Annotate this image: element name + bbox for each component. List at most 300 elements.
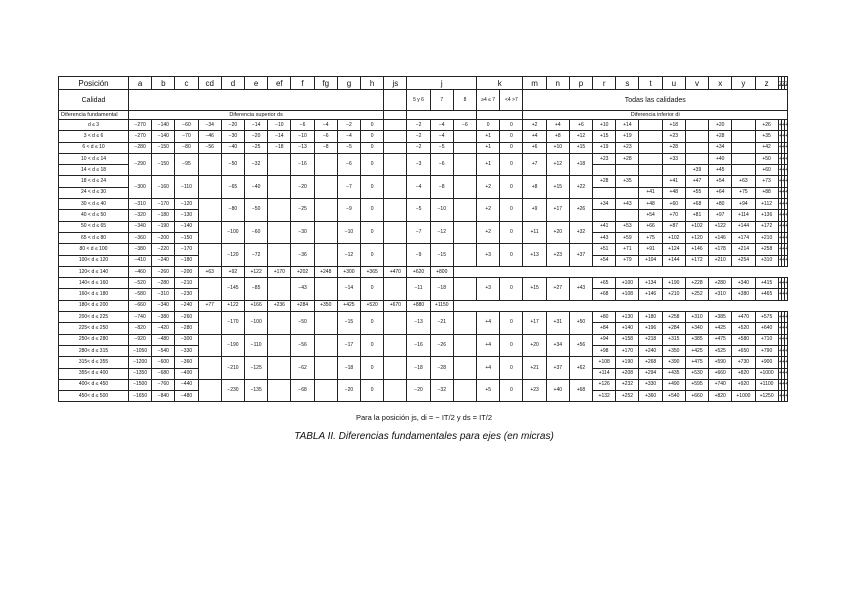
lower-deviation-cell: +525 — [709, 345, 732, 356]
lower-deviation-cell: +48 — [662, 187, 685, 198]
lower-deviation-cell — [685, 131, 708, 142]
k-deviation-cell: 0 — [477, 120, 500, 131]
upper-deviation-cell: −200 — [175, 266, 198, 277]
lower-deviation-cell — [784, 345, 787, 356]
upper-deviation-cell — [198, 357, 221, 380]
lower-deviation-cell — [784, 199, 787, 210]
upper-deviation-cell: −36 — [291, 244, 314, 267]
column-letter-f: f — [291, 77, 314, 90]
lower-deviation-cell: +102 — [685, 221, 708, 232]
upper-deviation-cell: −1500 — [129, 379, 152, 390]
size-range: 18 < d ≤ 24 — [59, 176, 129, 187]
lower-deviation-cell: +51 — [593, 244, 616, 255]
lower-deviation-cell — [732, 142, 755, 153]
lower-deviation-cell: +640 — [755, 323, 778, 334]
lower-deviation-cell — [732, 165, 755, 176]
size-range: 140< d ≤ 160 — [59, 278, 129, 289]
column-letter-m: m — [523, 77, 546, 90]
j-grade: 5 y 6 — [407, 90, 430, 111]
column-letter-p: p — [569, 77, 592, 90]
lower-deviation-cell: +294 — [639, 368, 662, 379]
lower-deviation-cell — [784, 391, 787, 402]
upper-deviation-cell: −110 — [245, 334, 268, 357]
column-letter-z: z — [755, 77, 778, 90]
lower-deviation-cell — [784, 131, 787, 142]
upper-deviation-cell: −50 — [245, 199, 268, 222]
lower-deviation-cell — [784, 379, 787, 390]
js-cell — [384, 334, 407, 357]
table-row — [59, 120, 788, 131]
lower-deviation-cell: +50 — [569, 312, 592, 335]
upper-deviation-cell: −6 — [291, 120, 314, 131]
upper-deviation-cell: −150 — [152, 142, 175, 153]
lower-deviation-label: Diferencia inferior di — [523, 111, 788, 120]
upper-deviation-cell: −25 — [291, 199, 314, 222]
js-cell — [384, 379, 407, 402]
lower-deviation-cell: +114 — [732, 210, 755, 221]
lower-deviation-cell: +670 — [384, 300, 407, 311]
k-deviation-cell: 0 — [500, 379, 523, 402]
lower-deviation-cell: +900 — [755, 357, 778, 368]
lower-deviation-cell — [784, 221, 787, 232]
upper-deviation-cell: −140 — [152, 120, 175, 131]
lower-deviation-cell: +284 — [291, 300, 314, 311]
lower-deviation-cell — [732, 131, 755, 142]
js-cell — [384, 176, 407, 199]
lower-deviation-cell: +35 — [616, 176, 639, 187]
upper-deviation-cell — [198, 221, 221, 244]
upper-deviation-cell: −310 — [129, 199, 152, 210]
lower-deviation-cell: +2 — [523, 120, 546, 131]
upper-deviation-cell: −46 — [198, 131, 221, 142]
upper-deviation-cell: −34 — [198, 120, 221, 131]
upper-deviation-cell: −17 — [337, 334, 360, 357]
lower-deviation-cell: +710 — [755, 334, 778, 345]
k-grade: ≥4 ≤ 7 — [477, 90, 500, 111]
k-deviation-cell: 0 — [500, 334, 523, 357]
fundamental-deviations-table-wrapper — [58, 76, 788, 402]
upper-deviation-cell: −14 — [268, 131, 291, 142]
k-header-empty — [477, 111, 523, 120]
upper-deviation-cell: −130 — [175, 210, 198, 221]
upper-deviation-cell: −840 — [152, 391, 175, 402]
j-deviation-cell: −16 — [407, 334, 430, 357]
lower-deviation-cell: +132 — [593, 391, 616, 402]
upper-deviation-cell: −110 — [175, 176, 198, 199]
lower-deviation-cell: +108 — [593, 357, 616, 368]
js-cell — [384, 278, 407, 301]
quality-empty-js — [384, 90, 407, 111]
lower-deviation-cell: +21 — [523, 357, 546, 380]
lower-deviation-cell: +108 — [616, 289, 639, 300]
lower-deviation-cell: +60 — [662, 199, 685, 210]
lower-deviation-cell: +122 — [245, 266, 268, 277]
lower-deviation-cell: +98 — [593, 345, 616, 356]
lower-deviation-cell: +62 — [569, 357, 592, 380]
upper-deviation-cell: −580 — [129, 289, 152, 300]
j-deviation-cell: −9 — [407, 244, 430, 267]
upper-deviation-cell: −10 — [337, 221, 360, 244]
lower-deviation-cell: +26 — [755, 120, 778, 131]
k-deviation-cell: +1 — [477, 131, 500, 142]
lower-deviation-cell: +114 — [593, 368, 616, 379]
upper-deviation-cell: −480 — [175, 391, 198, 402]
size-range: 100< d ≤ 120 — [59, 255, 129, 266]
lower-deviation-cell: +81 — [685, 210, 708, 221]
j-deviation-cell: −6 — [430, 153, 453, 176]
lower-deviation-cell: +130 — [616, 312, 639, 323]
upper-deviation-cell: −1650 — [129, 391, 152, 402]
upper-deviation-cell: 0 — [361, 176, 384, 199]
column-letter-b: b — [152, 77, 175, 90]
lower-deviation-cell: +240 — [639, 345, 662, 356]
upper-deviation-cell: −600 — [152, 357, 175, 368]
lower-deviation-cell: +1000 — [732, 391, 755, 402]
j-deviation-cell: −10 — [430, 199, 453, 222]
upper-deviation-cell: −56 — [198, 142, 221, 153]
upper-deviation-cell — [268, 199, 291, 222]
j-deviation-cell: −2 — [407, 120, 430, 131]
lower-deviation-cell: +880 — [407, 300, 430, 311]
lower-deviation-cell: +97 — [709, 210, 732, 221]
upper-deviation-cell — [268, 244, 291, 267]
js-position-note: Para la posición js, di = − IT/2 y ds = IT/2 — [355, 413, 493, 422]
upper-deviation-cell — [268, 176, 291, 199]
column-letter-n: n — [546, 77, 569, 90]
lower-deviation-cell: +660 — [709, 368, 732, 379]
k-deviation-cell: +1 — [477, 142, 500, 153]
lower-deviation-cell: +112 — [755, 199, 778, 210]
table-row — [59, 221, 788, 232]
upper-deviation-cell: −210 — [221, 357, 244, 380]
table-row — [59, 153, 788, 164]
lower-deviation-cell — [639, 120, 662, 131]
table-row — [59, 244, 788, 255]
k-deviation-cell: 0 — [500, 142, 523, 153]
lower-deviation-cell: +23 — [616, 142, 639, 153]
lower-deviation-cell — [639, 131, 662, 142]
js-cell — [384, 142, 407, 153]
lower-deviation-cell: +360 — [639, 391, 662, 402]
lower-deviation-cell: +4 — [546, 120, 569, 131]
size-range: 355< d ≤ 400 — [59, 368, 129, 379]
size-range: 50 < d ≤ 65 — [59, 221, 129, 232]
k-deviation-cell: +4 — [477, 357, 500, 380]
lower-deviation-cell: +530 — [685, 368, 708, 379]
lower-deviation-cell: +575 — [755, 312, 778, 323]
lower-deviation-cell: +77 — [198, 300, 221, 311]
upper-deviation-cell: −135 — [245, 379, 268, 402]
lower-deviation-cell: +65 — [593, 278, 616, 289]
lower-deviation-cell: +820 — [732, 368, 755, 379]
table-row — [59, 379, 788, 390]
lower-deviation-cell: +172 — [755, 221, 778, 232]
j-deviation-cell: −8 — [430, 176, 453, 199]
lower-deviation-cell: +340 — [732, 278, 755, 289]
j-deviation-cell — [453, 142, 476, 153]
table-row — [59, 142, 788, 153]
lower-deviation-cell: +40 — [709, 153, 732, 164]
upper-deviation-cell: −30 — [221, 131, 244, 142]
lower-deviation-cell: +70 — [662, 210, 685, 221]
upper-deviation-cell: −20 — [337, 379, 360, 402]
lower-deviation-cell: +102 — [662, 232, 685, 243]
upper-deviation-cell: −20 — [221, 120, 244, 131]
lower-deviation-cell: +136 — [755, 210, 778, 221]
upper-deviation-cell: −18 — [337, 357, 360, 380]
upper-deviation-cell: 0 — [361, 312, 384, 335]
j-deviation-cell: −3 — [407, 153, 430, 176]
upper-deviation-cell — [314, 176, 337, 199]
upper-deviation-cell: 0 — [361, 334, 384, 357]
lower-deviation-cell: +425 — [709, 323, 732, 334]
upper-deviation-cell: −8 — [314, 142, 337, 153]
lower-deviation-cell: +146 — [639, 289, 662, 300]
upper-deviation-cell: −190 — [152, 221, 175, 232]
k-deviation-cell: +4 — [477, 334, 500, 357]
lower-deviation-cell: +37 — [569, 244, 592, 267]
header-row-quality — [59, 90, 788, 111]
lower-deviation-cell: +8 — [523, 176, 546, 199]
table-row — [59, 131, 788, 142]
lower-deviation-cell: +210 — [662, 289, 685, 300]
lower-deviation-cell: +56 — [569, 334, 592, 357]
lower-deviation-cell: +50 — [755, 153, 778, 164]
upper-deviation-cell — [314, 357, 337, 380]
lower-deviation-cell: +232 — [616, 379, 639, 390]
upper-deviation-cell: −62 — [291, 357, 314, 380]
lower-deviation-cell — [593, 210, 616, 221]
lower-deviation-cell: +595 — [685, 379, 708, 390]
upper-deviation-cell: −340 — [152, 300, 175, 311]
j-deviation-cell — [453, 221, 476, 244]
j-deviation-cell: −11 — [407, 278, 430, 301]
upper-deviation-cell — [314, 199, 337, 222]
lower-deviation-cell: +94 — [732, 199, 755, 210]
j-deviation-cell: −32 — [430, 379, 453, 402]
lower-deviation-cell — [639, 153, 662, 164]
j-deviation-cell: −18 — [407, 357, 430, 380]
upper-deviation-cell: −240 — [152, 255, 175, 266]
k-grade: <4 >7 — [500, 90, 523, 111]
fundamental-deviation-label: Diferencia fundamental — [59, 111, 129, 120]
upper-deviation-cell — [268, 221, 291, 244]
column-letter-t: t — [639, 77, 662, 90]
lower-deviation-cell: +475 — [709, 334, 732, 345]
js-cell — [384, 131, 407, 142]
j-deviation-cell: −4 — [430, 120, 453, 131]
table-caption: TABLA II. Diferencias fundamentales para ejes (en micras) — [294, 431, 554, 442]
column-letter-ef: ef — [268, 77, 291, 90]
js-cell — [384, 312, 407, 335]
lower-deviation-cell: +6 — [569, 120, 592, 131]
lower-deviation-cell: +258 — [662, 312, 685, 323]
column-letter-g: g — [337, 77, 360, 90]
lower-deviation-cell: +37 — [546, 357, 569, 380]
lower-deviation-cell: +202 — [291, 266, 314, 277]
upper-deviation-cell — [268, 278, 291, 301]
upper-deviation-cell: −16 — [291, 153, 314, 176]
quality-label: Calidad — [59, 90, 129, 111]
upper-deviation-cell — [198, 153, 221, 176]
lower-deviation-cell: +104 — [639, 255, 662, 266]
upper-deviation-cell: −310 — [152, 289, 175, 300]
lower-deviation-cell: +490 — [662, 379, 685, 390]
lower-deviation-cell: +26 — [569, 199, 592, 222]
size-range: 3 < d ≤ 6 — [59, 131, 129, 142]
j-header-empty — [407, 111, 477, 120]
upper-deviation-cell: −20 — [291, 176, 314, 199]
lower-deviation-cell: +15 — [523, 278, 546, 301]
upper-deviation-cell: 0 — [361, 221, 384, 244]
lower-deviation-cell: +470 — [384, 266, 407, 277]
upper-deviation-cell: −5 — [337, 142, 360, 153]
k-deviation-cell: 0 — [500, 120, 523, 131]
js-cell — [384, 153, 407, 176]
lower-deviation-cell — [784, 278, 787, 289]
lower-deviation-cell: +63 — [732, 176, 755, 187]
upper-deviation-cell: −60 — [245, 221, 268, 244]
lower-deviation-cell: +34 — [593, 199, 616, 210]
column-letter-cd: cd — [198, 77, 221, 90]
upper-deviation-cell: −70 — [175, 131, 198, 142]
lower-deviation-cell: +196 — [639, 323, 662, 334]
k-deviation-cell: +5 — [477, 379, 500, 402]
k-deviation-cell: +4 — [477, 312, 500, 335]
lower-deviation-cell: +124 — [662, 244, 685, 255]
lower-deviation-cell: +66 — [639, 221, 662, 232]
upper-deviation-cell: −60 — [175, 120, 198, 131]
upper-deviation-cell — [198, 199, 221, 222]
lower-deviation-cell: +190 — [662, 278, 685, 289]
lower-deviation-cell: +390 — [662, 357, 685, 368]
lower-deviation-cell: +18 — [569, 153, 592, 176]
upper-deviation-cell — [314, 153, 337, 176]
lower-deviation-cell — [639, 142, 662, 153]
j-deviation-cell: −18 — [430, 278, 453, 301]
j-deviation-cell: −26 — [430, 334, 453, 357]
upper-deviation-cell: −15 — [337, 312, 360, 335]
upper-deviation-cell: −56 — [291, 334, 314, 357]
upper-deviation-cell: −380 — [152, 312, 175, 323]
j-deviation-cell: −2 — [407, 131, 430, 142]
k-deviation-cell: 0 — [500, 131, 523, 142]
lower-deviation-cell: +4 — [523, 131, 546, 142]
js-cell — [384, 221, 407, 244]
lower-deviation-cell: +425 — [685, 345, 708, 356]
upper-deviation-cell: −14 — [245, 120, 268, 131]
lower-deviation-cell: +122 — [709, 221, 732, 232]
lower-deviation-cell: +1100 — [755, 379, 778, 390]
lower-deviation-cell: +210 — [755, 232, 778, 243]
lower-deviation-cell — [639, 165, 662, 176]
lower-deviation-cell: +91 — [639, 244, 662, 255]
lower-deviation-cell: +20 — [709, 120, 732, 131]
lower-deviation-cell: +122 — [221, 300, 244, 311]
upper-deviation-cell: −125 — [245, 357, 268, 380]
upper-deviation-cell: −140 — [175, 221, 198, 232]
j-deviation-cell: −13 — [407, 312, 430, 335]
upper-deviation-cell: −210 — [175, 278, 198, 289]
upper-deviation-cell: −32 — [245, 153, 268, 176]
upper-deviation-cell: −330 — [175, 345, 198, 356]
upper-deviation-cell — [314, 278, 337, 301]
lower-deviation-cell — [616, 187, 639, 198]
lower-deviation-cell — [784, 120, 787, 131]
upper-deviation-cell: −50 — [221, 153, 244, 176]
lower-deviation-cell: +435 — [662, 368, 685, 379]
upper-deviation-cell — [198, 312, 221, 335]
lower-deviation-cell: +310 — [709, 289, 732, 300]
lower-deviation-cell: +48 — [639, 199, 662, 210]
column-letter-v: v — [685, 77, 708, 90]
lower-deviation-cell: +20 — [546, 221, 569, 244]
lower-deviation-cell — [732, 120, 755, 131]
upper-deviation-cell: −290 — [129, 153, 152, 176]
lower-deviation-cell: +43 — [593, 232, 616, 243]
lower-deviation-cell: +64 — [709, 187, 732, 198]
j-deviation-cell — [453, 244, 476, 267]
lower-deviation-cell: +134 — [639, 278, 662, 289]
lower-deviation-cell: +465 — [755, 289, 778, 300]
lower-deviation-cell: +590 — [709, 357, 732, 368]
upper-deviation-cell: −280 — [152, 278, 175, 289]
upper-deviation-cell — [314, 312, 337, 335]
lower-deviation-cell — [593, 165, 616, 176]
lower-deviation-cell: +28 — [709, 131, 732, 142]
k-deviation-cell: +3 — [477, 244, 500, 267]
lower-deviation-cell: +80 — [709, 199, 732, 210]
lower-deviation-cell: +22 — [569, 176, 592, 199]
lower-deviation-cell: +1150 — [430, 300, 453, 311]
upper-deviation-cell: −140 — [152, 131, 175, 142]
upper-deviation-cell: −1350 — [129, 368, 152, 379]
upper-deviation-cell: −190 — [221, 334, 244, 357]
fundamental-deviations-table — [58, 76, 788, 402]
lower-deviation-cell: +80 — [593, 312, 616, 323]
upper-deviation-cell — [198, 334, 221, 357]
size-range: 10 < d ≤ 14 — [59, 153, 129, 164]
upper-deviation-cell: 0 — [361, 153, 384, 176]
upper-deviation-cell: −12 — [337, 244, 360, 267]
lower-deviation-cell: +214 — [732, 244, 755, 255]
lower-deviation-cell: +268 — [639, 357, 662, 368]
column-letter-e: e — [245, 77, 268, 90]
upper-deviation-cell: −520 — [129, 278, 152, 289]
lower-deviation-cell: +300 — [337, 266, 360, 277]
j-deviation-cell — [453, 379, 476, 402]
lower-deviation-cell: +39 — [685, 165, 708, 176]
lower-deviation-cell: +12 — [569, 131, 592, 142]
lower-deviation-cell: +43 — [569, 278, 592, 301]
j-grade: 7 — [430, 90, 453, 111]
size-range: 280< d ≤ 315 — [59, 345, 129, 356]
j-deviation-cell — [453, 357, 476, 380]
k-deviation-cell: 0 — [500, 357, 523, 380]
lower-deviation-cell: +425 — [337, 300, 360, 311]
upper-deviation-cell: −360 — [129, 232, 152, 243]
j-deviation-cell — [453, 278, 476, 301]
lower-deviation-cell — [784, 323, 787, 334]
lower-deviation-cell — [784, 368, 787, 379]
k-deviation-cell: 0 — [500, 221, 523, 244]
column-letter-x: x — [709, 77, 732, 90]
column-letter-r: r — [593, 77, 616, 90]
j-deviation-cell: −7 — [407, 221, 430, 244]
lower-deviation-cell: +284 — [662, 323, 685, 334]
j-deviation-cell — [453, 176, 476, 199]
upper-deviation-cell: −50 — [291, 312, 314, 335]
